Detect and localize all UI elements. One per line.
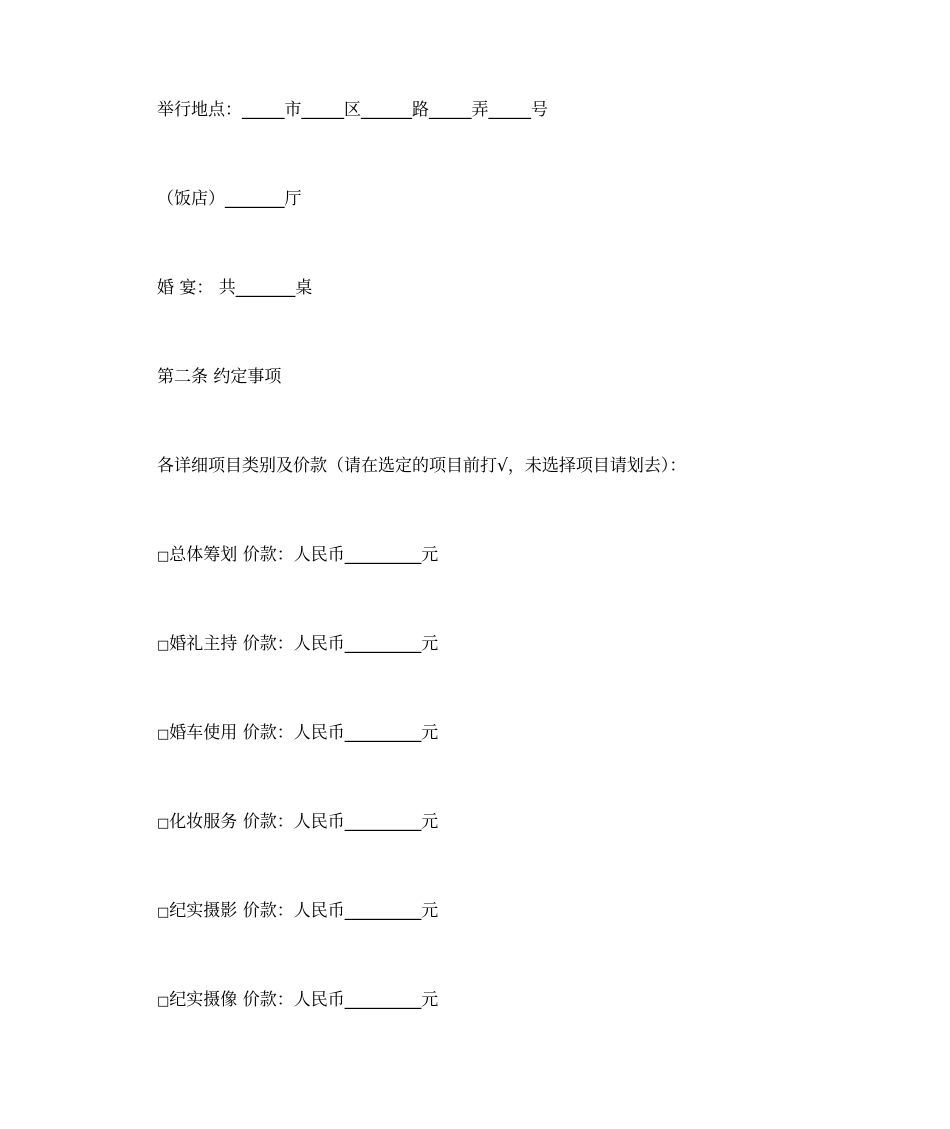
article2-heading: 第二条 约定事项 xyxy=(157,367,282,387)
checkbox-icon: □ xyxy=(157,994,170,1009)
items-intro: 各详细项目类别及价款（请在选定的项目前打√，未选择项目请划去）： xyxy=(157,456,687,476)
item-photography xyxy=(157,898,438,924)
item-overall-planning xyxy=(157,542,438,568)
item-wedding-car xyxy=(157,720,438,746)
item-videography xyxy=(157,987,438,1013)
checkbox-icon: □ xyxy=(157,816,170,831)
checkbox-icon: □ xyxy=(157,549,170,564)
item-text: 总体筹划 价款：人民币_________元 xyxy=(169,545,439,565)
item-text: 纪实摄影 价款：人民币_________元 xyxy=(169,901,439,921)
banquet-line: 婚 宴： 共_______桌 xyxy=(157,278,313,298)
item-text: 婚车使用 价款：人民币_________元 xyxy=(169,723,439,743)
item-text: 化妆服务 价款：人民币_________元 xyxy=(169,812,439,832)
venue-line: 举行地点：_____市_____区______路_____弄_____号 xyxy=(157,100,548,120)
item-makeup-service xyxy=(157,809,438,835)
item-wedding-host xyxy=(157,631,438,657)
checkbox-icon: □ xyxy=(157,727,170,742)
item-text: 婚礼主持 价款：人民币_________元 xyxy=(169,634,439,654)
checkbox-icon: □ xyxy=(157,905,170,920)
hotel-line: （饭店）_______厅 xyxy=(157,189,302,209)
item-text: 纪实摄像 价款：人民币_________元 xyxy=(169,990,439,1010)
checkbox-icon: □ xyxy=(157,638,170,653)
